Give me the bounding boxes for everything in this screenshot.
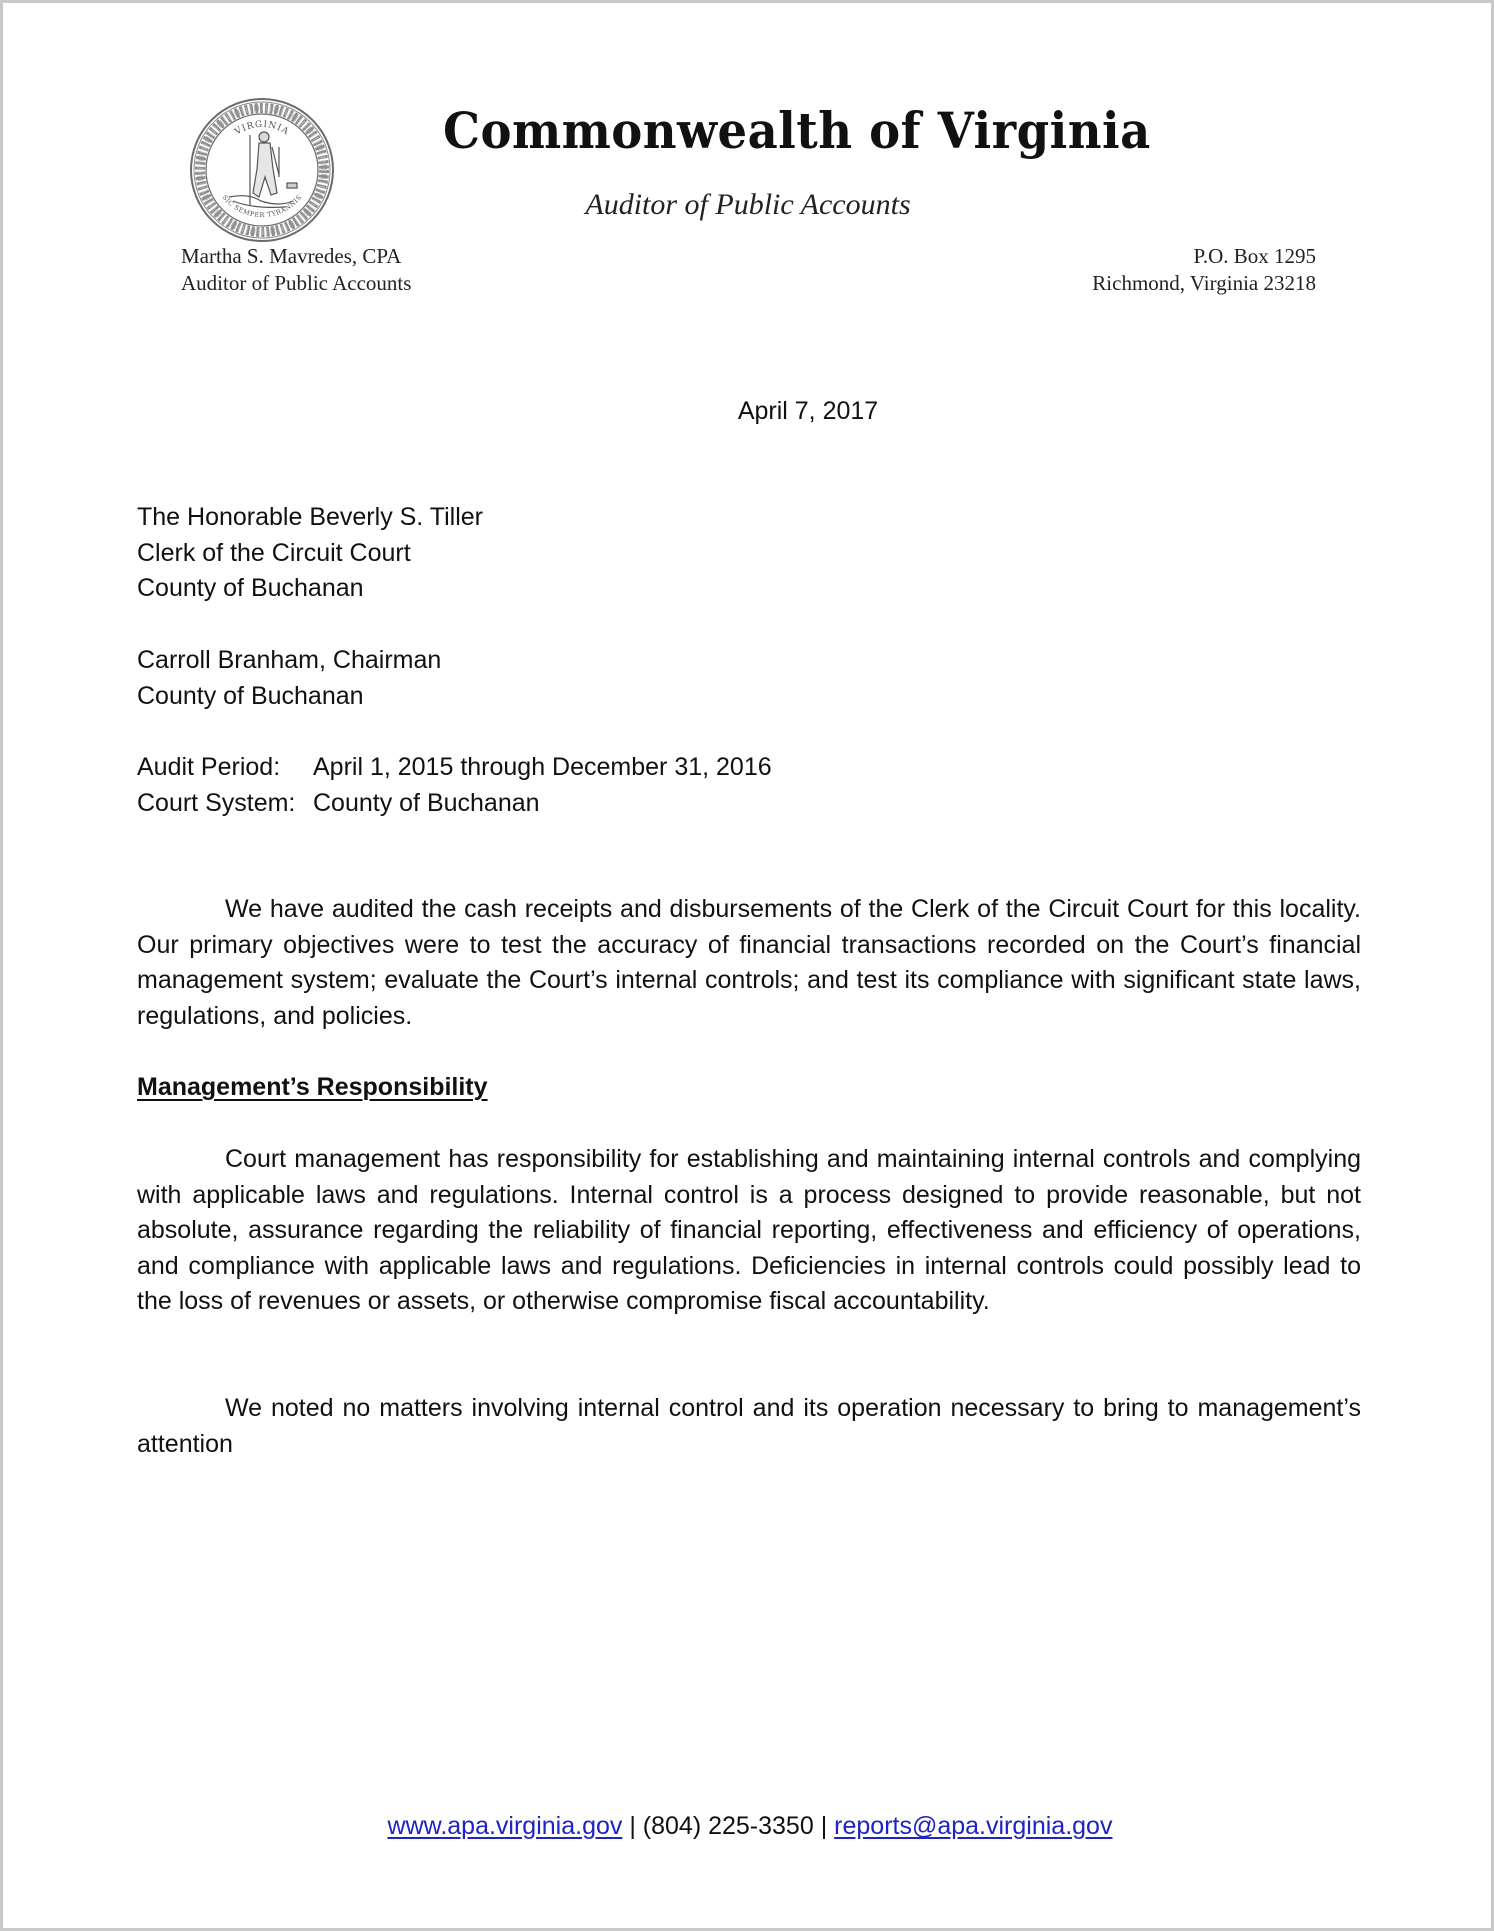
- letterhead-subtitle: Auditor of Public Accounts: [585, 188, 911, 221]
- auditor-block: [181, 243, 411, 297]
- audit-period-row: [137, 750, 1361, 786]
- addressee-block: [137, 500, 1361, 607]
- phone-number: (804) 225-3350: [642, 1812, 814, 1840]
- svg-text:SIC SEMPER TYRANNIS: SIC SEMPER TYRANNIS: [220, 193, 304, 220]
- section-heading-text: Management’s Responsibility: [137, 1073, 488, 1101]
- court-system-value: County of Buchanan: [313, 788, 540, 817]
- audit-info: [137, 750, 1361, 821]
- svg-text:VIRGINIA: VIRGINIA: [233, 119, 291, 138]
- court-system-label: Court System:: [137, 788, 296, 817]
- auditor-name: Martha S. Mavredes, CPA: [181, 244, 402, 268]
- city-state-zip: Richmond, Virginia 23218: [1092, 271, 1316, 295]
- footer-contact: [3, 1809, 1494, 1845]
- email-link[interactable]: reports@apa.virginia.gov: [834, 1812, 1113, 1840]
- court-system-row: [137, 786, 1361, 822]
- intro-paragraph: We have audited the cash receipts and disbursements of the Clerk of the Circuit Court for this locality. Our primary objectives were to test the accuracy of financial transactions recorded on the Court’s financial management system; evaluate the Court’s internal controls; and test its compliance with significant state laws, regulations, and policies.: [137, 895, 1361, 1030]
- addressee-line: Carroll Branham, Chairman: [137, 646, 442, 674]
- footer-separator: |: [820, 1812, 828, 1840]
- section-paragraph: Court management has responsibility for establishing and maintaining internal controls and complying with applicable laws and regulations. Internal control is a process designed to provide reasonable, but not absolute, assurance regarding the reliability of financial reporting, effectiveness and efficiency of operations, and compliance with applicable laws and regulations. Deficiencies in internal controls could possibly lead to the loss of revenues or assets, or otherwise compromise fiscal accountability.: [137, 1145, 1361, 1316]
- website-link[interactable]: www.apa.virginia.gov: [387, 1812, 623, 1840]
- auditor-role: Auditor of Public Accounts: [181, 271, 412, 295]
- section-heading: [137, 1070, 1361, 1106]
- addressee-line: Clerk of the Circuit Court: [137, 538, 411, 567]
- section-paragraph: We noted no matters involving internal control and its operation necessary to bring to management’s attention: [137, 1394, 1361, 1458]
- audit-period-value: April 1, 2015 through December 31, 2016: [313, 753, 772, 781]
- footer-separator: |: [629, 1812, 636, 1840]
- letter-date: April 7, 2017: [737, 397, 879, 425]
- letterhead-title: Commonwealth of Virginia: [443, 101, 1151, 160]
- mailing-address-block: [1092, 243, 1316, 297]
- addressee-line: County of Buchanan: [137, 574, 364, 603]
- addressee-line: The Honorable Beverly S. Tiller: [137, 503, 483, 531]
- addressee-block: [137, 643, 1361, 714]
- audit-period-label: Audit Period:: [137, 753, 281, 781]
- addressee-line: County of Buchanan: [137, 681, 364, 710]
- virginia-state-seal-icon: [189, 97, 335, 243]
- po-box: P.O. Box 1295: [1193, 244, 1316, 268]
